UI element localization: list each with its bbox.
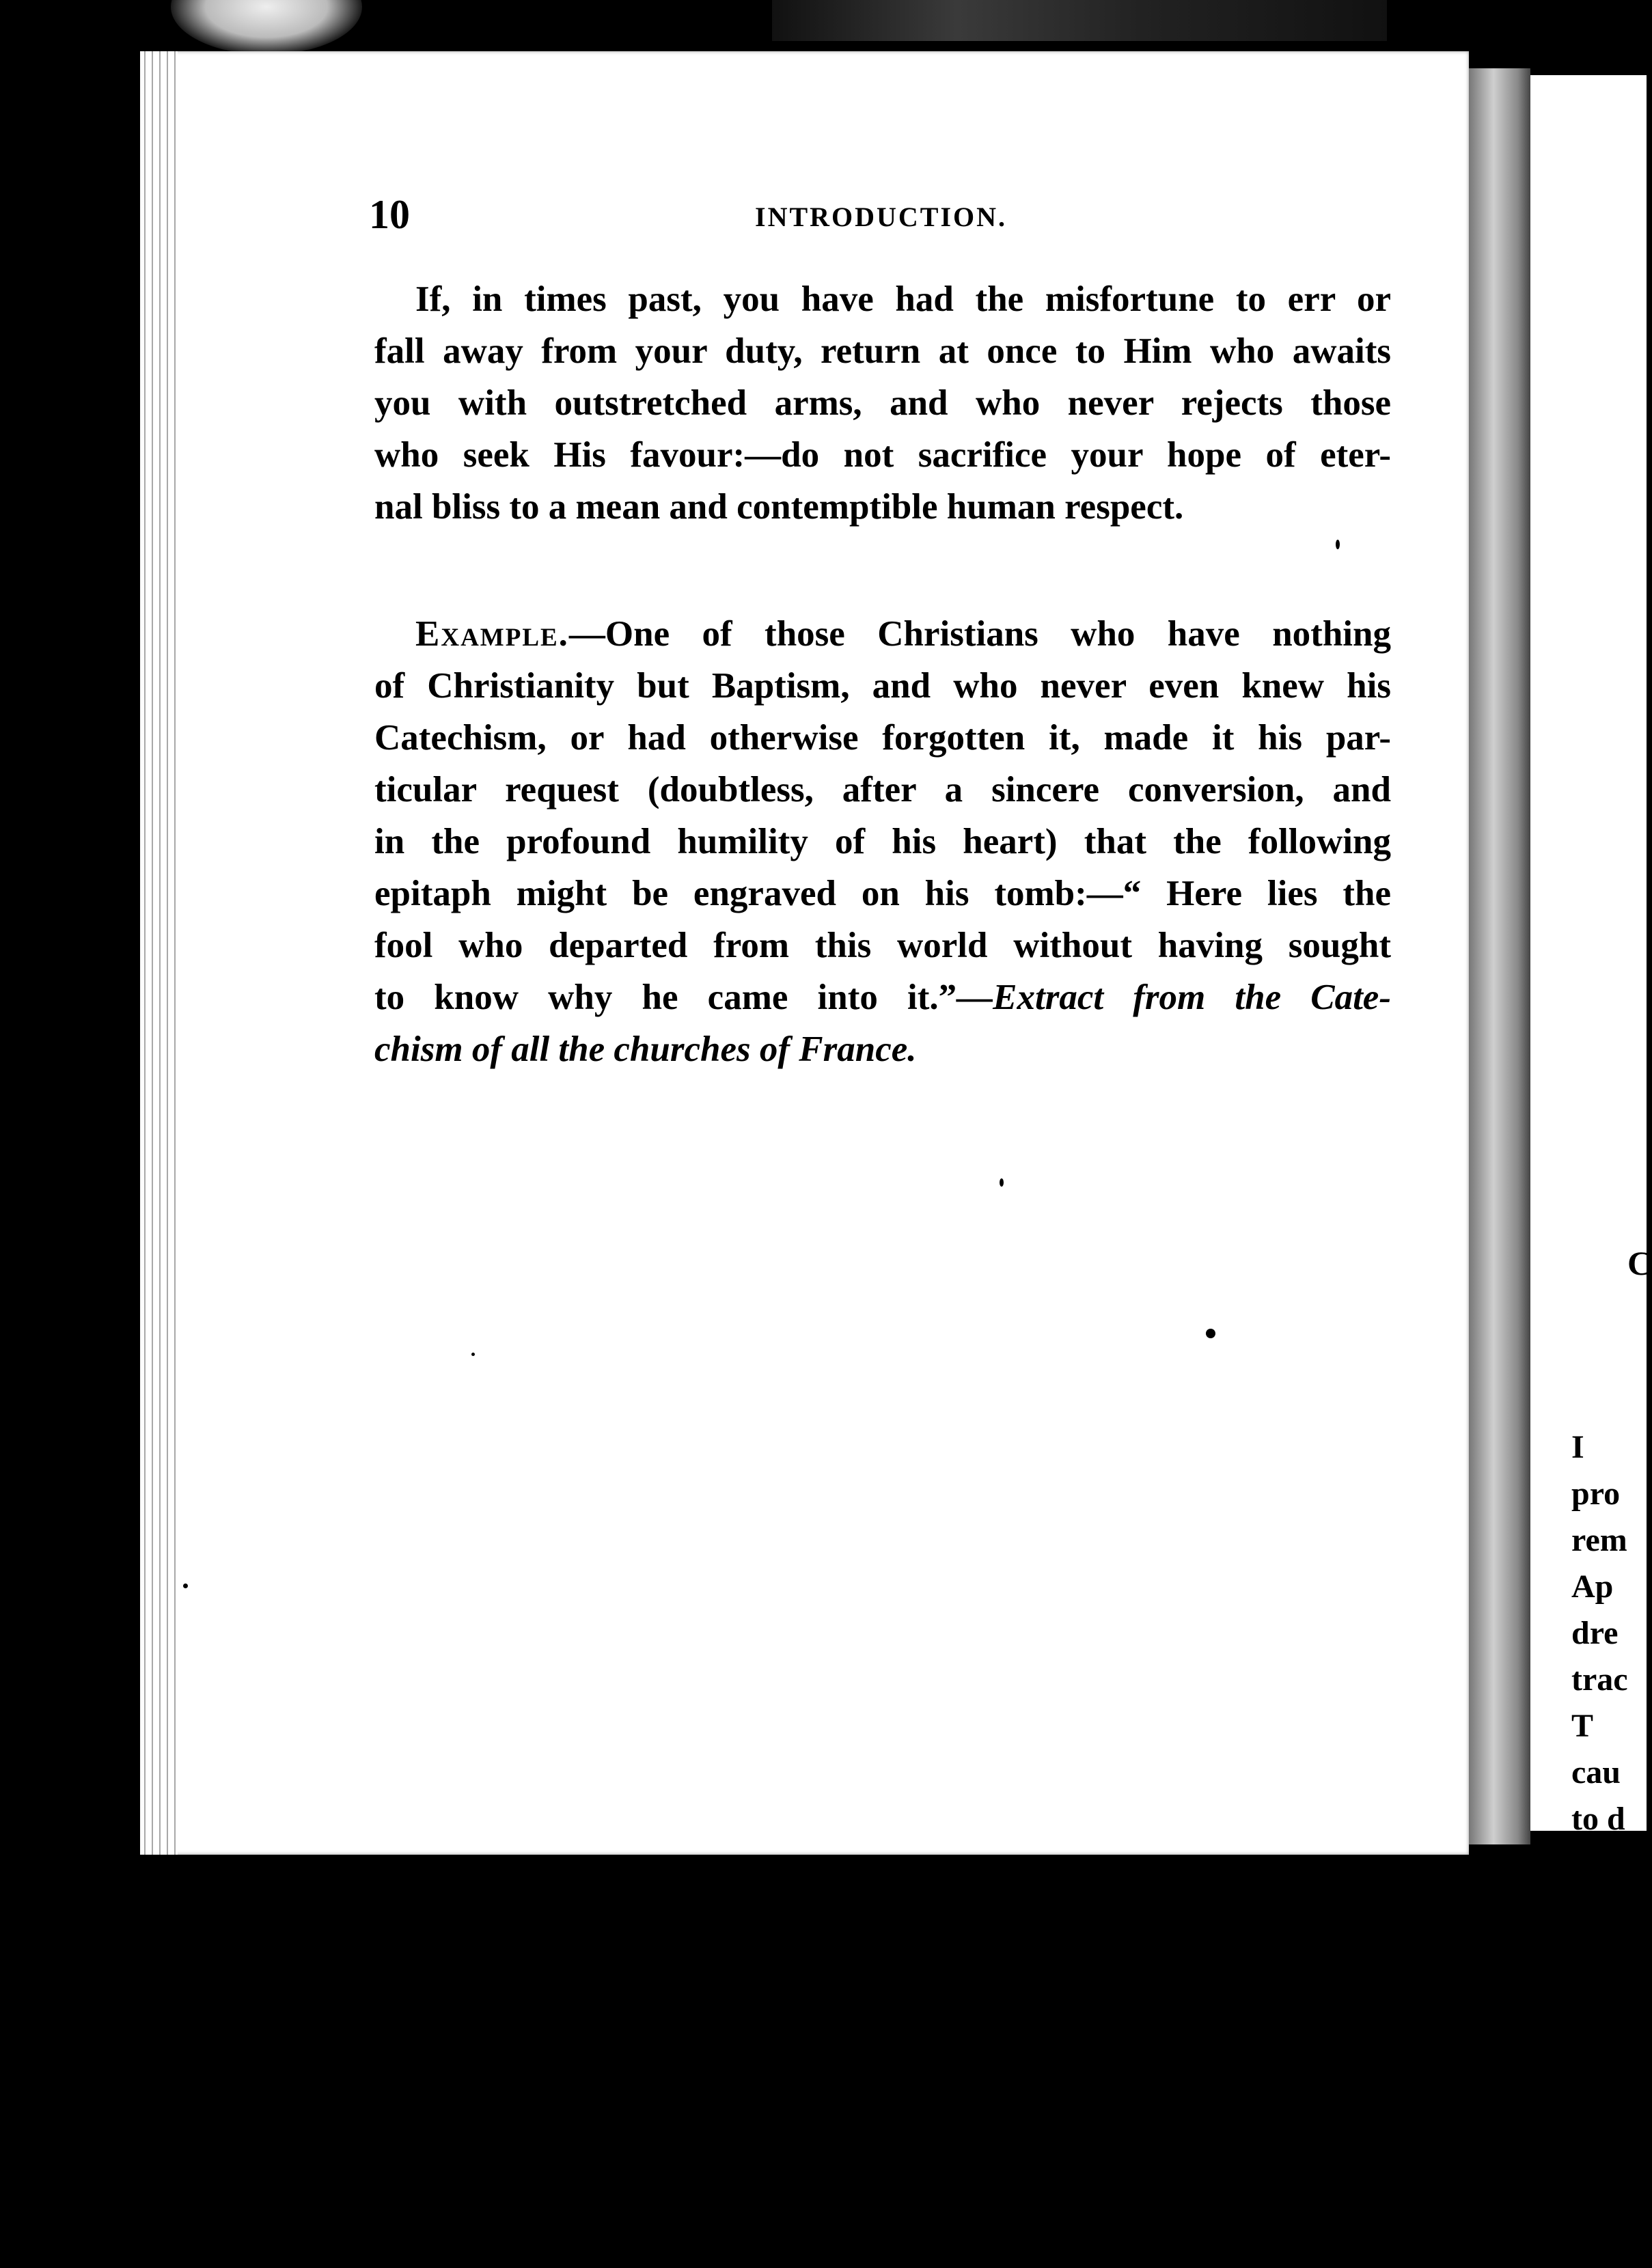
facing-line: rem — [1571, 1522, 1627, 1558]
text-line-plain: to know why he came into it.” — [374, 978, 957, 1017]
ink-speck — [1336, 540, 1340, 549]
source-citation: —Extract from the Cate- — [956, 978, 1391, 1017]
facing-page-fragments — [1571, 1424, 1628, 1982]
running-head: INTRODUCTION. — [755, 202, 1008, 232]
scan-edge-strip — [772, 0, 1387, 41]
facing-line: T — [1571, 1708, 1594, 1744]
text-line: nal bliss to a mean and contemptible human respect. — [374, 487, 1184, 527]
text-line: If, in times past, you have had the misfortune to err or — [415, 279, 1391, 319]
text-line: of Christianity but Baptism, and who never even knew his — [374, 666, 1391, 706]
ink-speck — [471, 1353, 475, 1356]
text-line-rest: —One of those Christians who have nothing — [568, 614, 1391, 654]
text-line — [374, 971, 1391, 1023]
ink-speck — [1206, 1329, 1215, 1338]
paragraph-1 — [374, 273, 1391, 533]
paragraph-2 — [374, 608, 1391, 1075]
text-line: you with outstretched arms, and who never rejects those — [374, 383, 1391, 423]
scan-blotch — [171, 0, 362, 55]
body-text — [374, 273, 1391, 1075]
page-number: 10 — [369, 192, 410, 237]
text-line: who seek His favour:—do not sacrifice your hope of eter- — [374, 435, 1391, 475]
facing-line: to d — [1571, 1801, 1625, 1837]
facing-line: is b — [1571, 1894, 1620, 1930]
ink-speck — [1361, 1926, 1366, 1932]
page-gutter-lines — [140, 51, 178, 1855]
facing-line: T — [1571, 1940, 1594, 1976]
example-label: Example. — [415, 614, 569, 654]
facing-line: pro — [1571, 1476, 1621, 1512]
text-line: epitaph might be engraved on his tomb:—“ Here lies the — [374, 874, 1391, 913]
text-line: Catechism, or had otherwise forgotten it, made it his par- — [374, 718, 1391, 758]
facing-line: trac — [1571, 1661, 1628, 1698]
page-fold-shadow — [1469, 68, 1530, 1844]
text-line: in the profound humility of his heart) that the following — [374, 822, 1391, 861]
facing-line: I — [1571, 1429, 1584, 1465]
source-citation: chism of all the churches of France. — [374, 1029, 917, 1069]
ink-speck — [1000, 1178, 1004, 1187]
text-line: fall away from your duty, return at once to Him who awaits — [374, 331, 1391, 371]
text-line: ticular request (doubtless, after a sincere conversion, and — [374, 770, 1391, 810]
facing-line: con — [1571, 1847, 1621, 1883]
facing-line: cau — [1571, 1754, 1621, 1790]
ink-speck — [183, 1584, 188, 1588]
page-header — [369, 191, 1394, 246]
facing-line: Ap — [1571, 1568, 1614, 1605]
text-line: fool who departed from this world without having sought — [374, 926, 1391, 965]
facing-line: dre — [1571, 1615, 1619, 1651]
text-line — [374, 608, 1391, 660]
facing-page-letter: C — [1627, 1244, 1652, 1282]
